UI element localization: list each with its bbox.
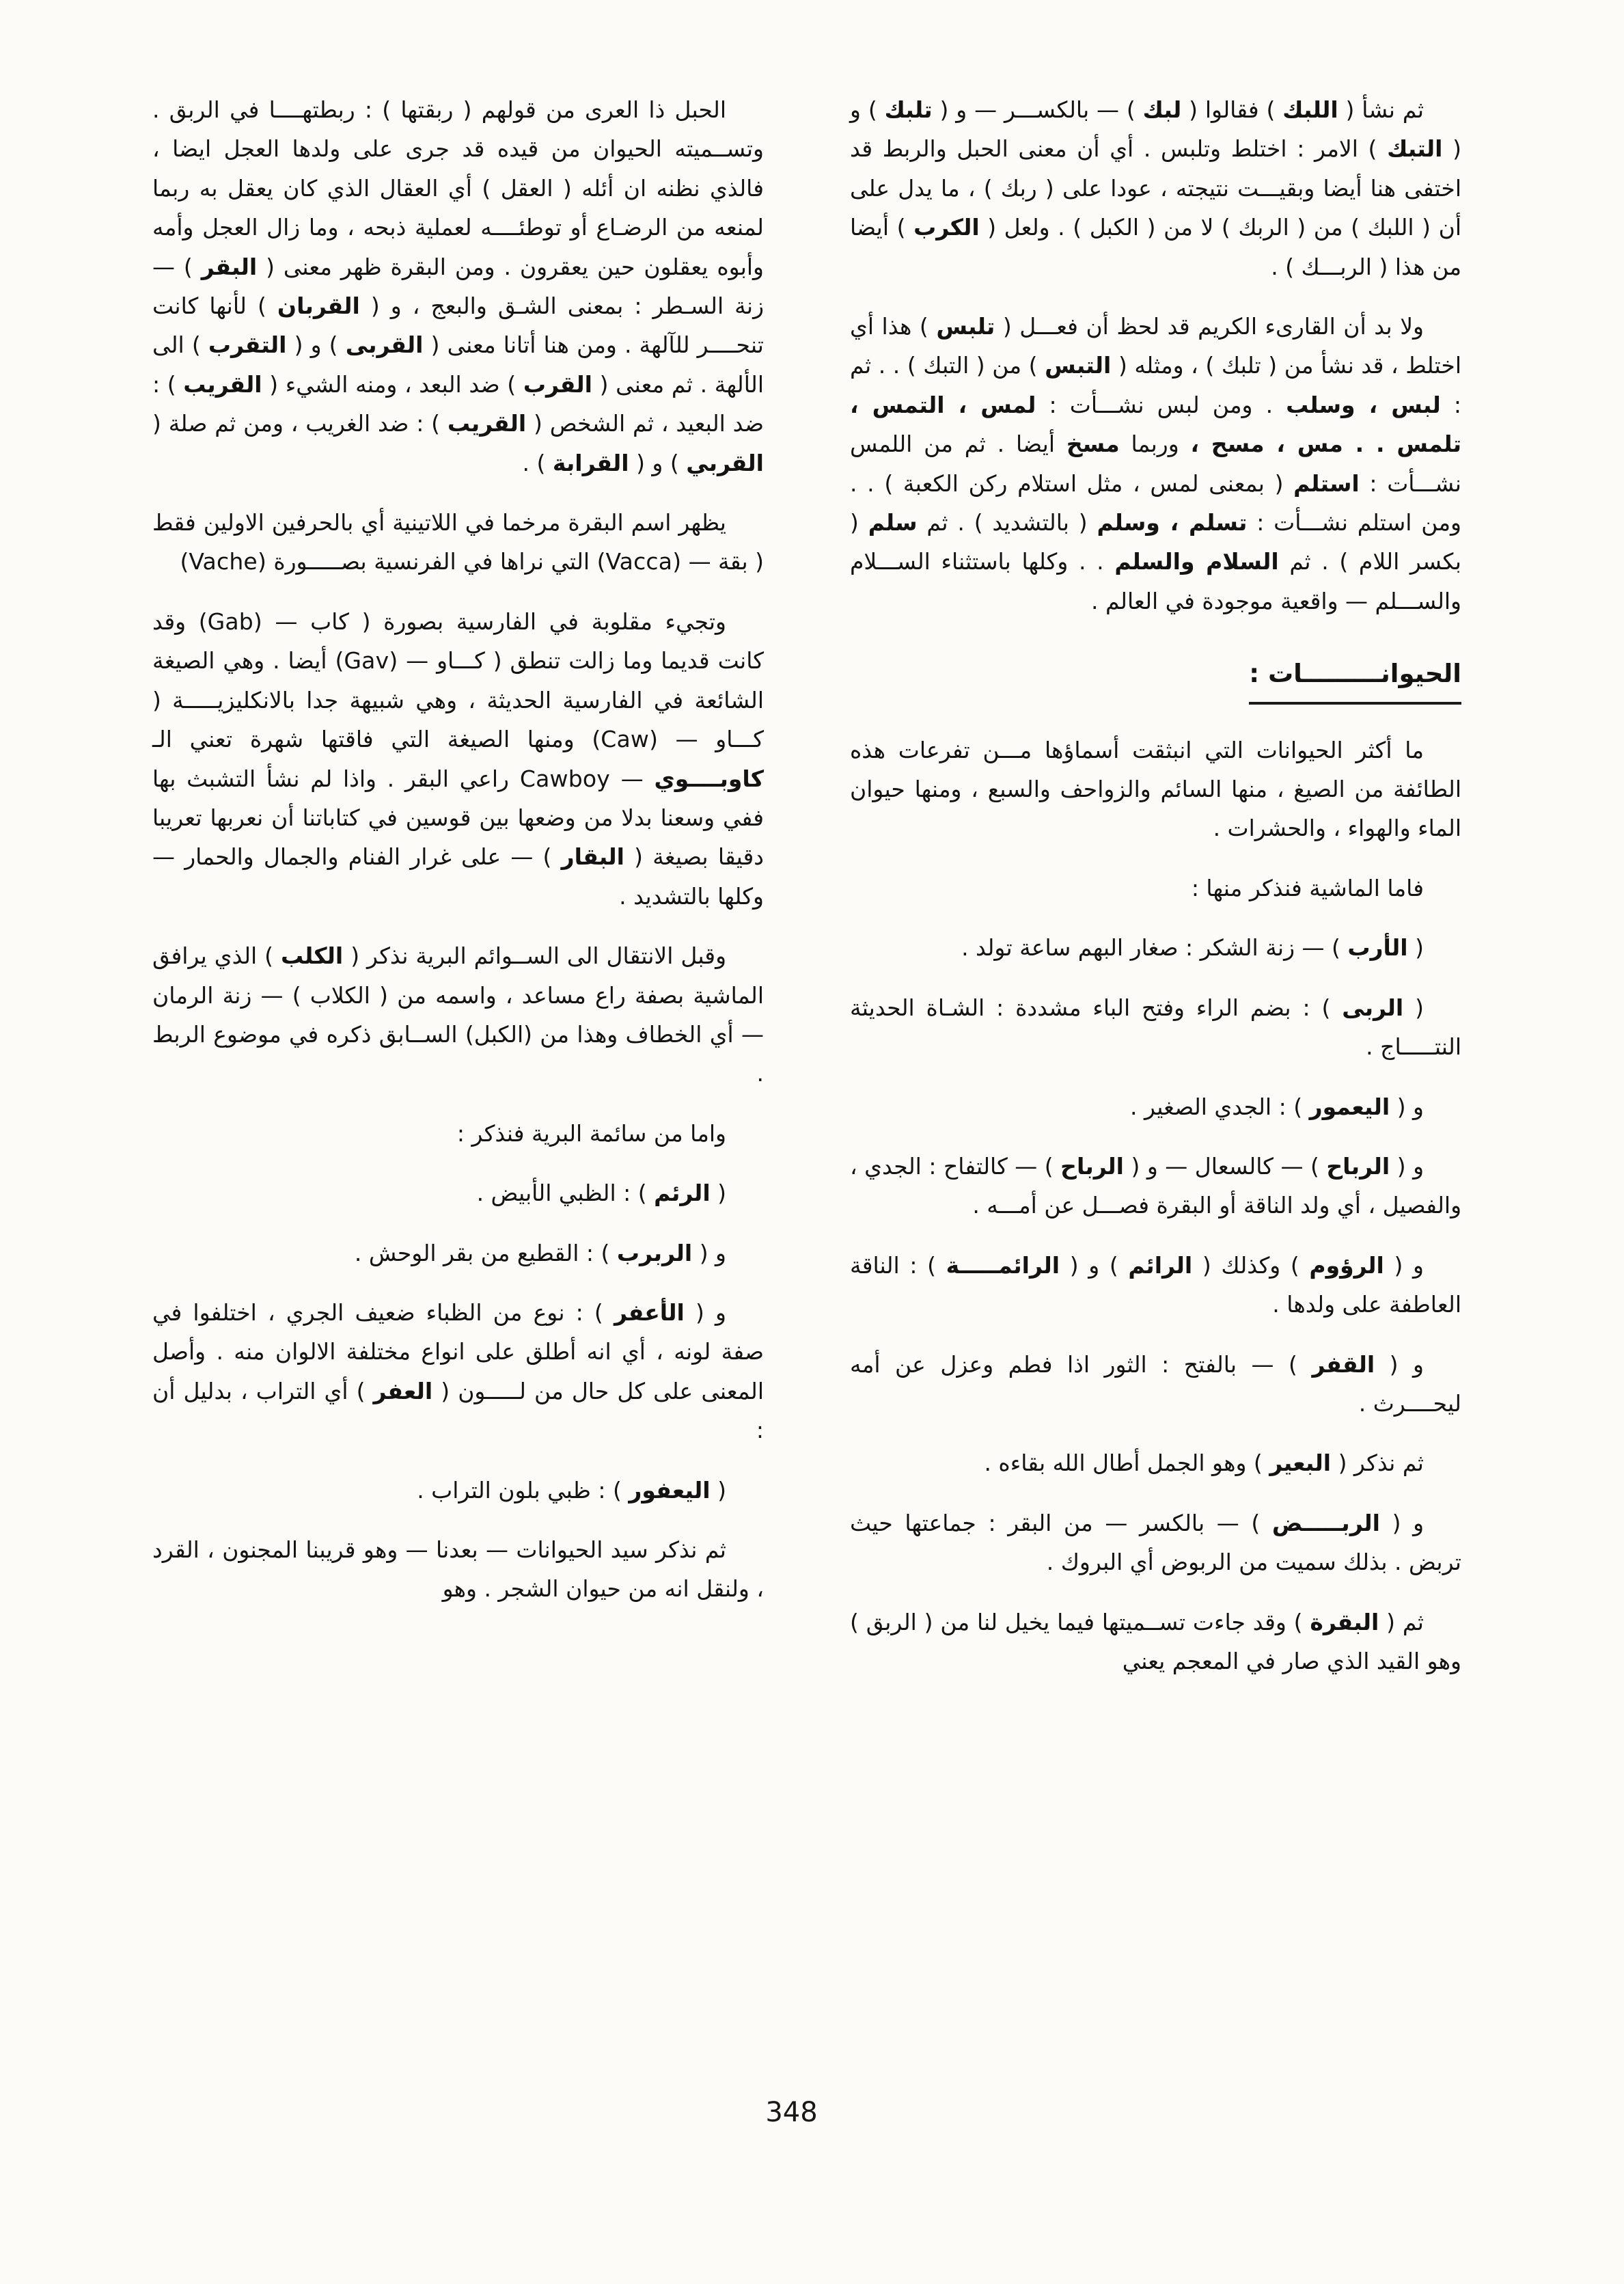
- paragraph: وتجيء مقلوبة في الفارسية بصورة ( كاب — (Gab) وقد كانت قديما وما زالت تنطق ( كـــاو — (Gav) أيضا . وهي الصيغة الشائعة في الفارسية الحديثة ، وهي شبيهة جدا بالانكليزيـــــة ( كـــاو — (Caw) ومنها الصيغة التي فاقتها شهرة تعني الـ كاوبــــوي — Cawboy راعي البقر . واذا لم نشأ التشبث بها ففي وسعنا بدلا من وضعها بين قوسين في كتاباتنا أن نعربها تعريبا دقيقا بصيغة ( البقار ) — على غرار الفنام والجمال والحمار — وكلها بالتشديد .: [152, 608, 764, 910]
- paragraph: ما أكثر الحيوانات التي انبثقت أسماؤها مـــن تفرعات هذه الطائفة من الصيغ ، منها السائم والزواحف والسبع ، ومنها حيوان الماء والهواء ، والحشرات .: [850, 736, 1461, 842]
- paragraph: يظهر اسم البقرة مرخما في اللاتينية أي بالحرفين الاولين فقط ( بقة — (Vacca) التي نراها في الفرنسية بصـــــورة (Vache): [152, 509, 764, 575]
- paragraph: و ( الأعفر ) : نوع من الظباء ضعيف الجري ، اختلفوا في صفة لونه ، أي انه أطلق على انواع مختلفة الالوان منه . وأصل المعنى على كل حال من لـــــون ( العفر ) أي التراب ، بدليل أن :: [152, 1299, 765, 1444]
- paragraph: ( الأرب ) — زنة الشكر : صغار البهم ساعة تولد .: [961, 934, 1424, 962]
- paragraph: ثم نذكر سيد الحيوانات — بعدنا — وهو قريبنا المجنون ، القرد ، ولنقل انه من حيوان الشجر . وهو: [152, 1536, 764, 1603]
- paragraph: و ( الربـــــض ) — بالكسر — من البقر : جماعتها حيث تربض . بذلك سميت من الربوض أي البروك .: [850, 1509, 1461, 1576]
- paragraph: و ( اليعمور ) : الجدي الصغير .: [1130, 1093, 1424, 1120]
- page-number: 348: [765, 2097, 818, 2128]
- paragraph: و ( القفر ) — بالفتح : الثور اذا فطم وعزل عن أمه ليحــــرث .: [850, 1350, 1461, 1417]
- paragraph: فاما الماشية فنذكر منها :: [1191, 874, 1424, 901]
- paragraph: و ( الرباح ) — كالسعال — و ( الرباح ) — كالتفاح : الجدي ، والفصيل ، أي ولد الناقة أو البقرة فصـــل عن أمـــه .: [850, 1152, 1461, 1219]
- paragraph: ثم نشأ ( اللبك ) فقالوا ( لبك ) — بالكســـر — و ( تلبك ) و ( التبك ) الامر : اختلط وتلبس . أي أن معنى الحبل والربط قد اختفى هنا أيضا وبقيـــت نتيجته ، عودا على ( ربك ) ، ما يدل على أن ( اللبك ) من ( الربك ) لا من ( الكبل ) . ولعل ( الكرب ) أيضا من هذا ( الربـــك ) .: [850, 96, 1461, 280]
- column-right: [850, 90, 1461, 1701]
- paragraph: ولا بد أن القارىء الكريم قد لحظ أن فعـــل ( تلبس ) هذا أي اختلط ، قد نشأ من ( تلبك ) ، ومثله ( التبس ) من ( التبك ) . . ثم : لبس ، وسلب . ومن لبس نشـــأت : لمس ، التمس ، تلمس . . مس ، مسح ، وربما مسخ أيضا . ثم من اللمس نشـــأت : استلم ( بمعنى لمس ، مثل استلام ركن الكعبة ) . . ومن استلم نشـــأت : تسلم ، وسلم ( بالتشديد ) . ثم سلم ( بكسر اللام ) . ثم السلام والسلم . . وكلها باستثناء الســـلام والســـلم — واقعية موجودة في العالم .: [850, 313, 1461, 614]
- paragraph: ( اليعفور ) : ظبي بلون التراب .: [417, 1476, 726, 1504]
- paragraph: ثم نذكر ( البعير ) وهو الجمل أطال الله بقاءه .: [984, 1450, 1424, 1477]
- paragraph: وقبل الانتقال الى الســوائم البرية نذكر ( الكلب ) الذي يرافق الماشية بصفة راع مساعد ، واسمه من ( الكلاب ) — زنة الرمان — أي الخطاف وهذا من (الكبل) الســابق ذكره في موضوع الربط .: [152, 942, 764, 1087]
- paragraph: الحبل ذا العرى من قولهم ( ربقتها ) : ربطتهــــا في الربق . وتســميته الحيوان من قيده قد جرى على ولدها العجل ايضا ، فالذي نظنه ان أئله ( العقل ) أي العقال الذي كان يعقل به ربما لمنعه من الرضـاع أو توطئــــه لعملية ذبحه ، وما زال العجل وأمه وأبوه يعقلون حين يعقرون . ومن البقرة ظهر معنى ( البقر ) — زنة السـطر : بمعنى الشـق والبعج ، و ( القربان ) لأنها كانت تنحــــر للآلهة . ومن هنا أتانا معنى ( القربى ) و ( التقرب ) الى الألهة . ثم معنى ( القرب ) ضد البعد ، ومنه الشيء ( القريب ) : ضد البعيد ، ثم الشخص ( القريب ) : ضد الغريب ، ومن ثم صلة ( القربي ) و ( القرابة ) .: [152, 96, 764, 476]
- section-heading-text: الحيوانـــــــــات :: [1249, 652, 1461, 704]
- section-heading: [850, 652, 1461, 704]
- paragraph: و ( الربرب ) : القطيع من بقر الوحش .: [354, 1239, 726, 1266]
- column-left: [152, 90, 764, 1701]
- page-content: [150, 90, 1461, 1701]
- paragraph: واما من سائمة البرية فنذكر :: [456, 1119, 726, 1147]
- paragraph: و ( الرؤوم ) وكذلك ( الرائم ) و ( الرائمـــــة ) : الناقة العاطفة على ولدها .: [850, 1251, 1461, 1318]
- paragraph: ( الربى ) : بضم الراء وفتح الباء مشددة : الشـاة الحديثة النتـــــاج .: [850, 994, 1461, 1061]
- paragraph: ثم ( البقرة ) وقد جاءت تســميتها فيما يخيل لنا من ( الربق ) وهو القيد الذي صار في المعجم يعني: [850, 1608, 1461, 1674]
- paragraph: ( الرئم ) : الظبي الأبيض .: [476, 1180, 726, 1207]
